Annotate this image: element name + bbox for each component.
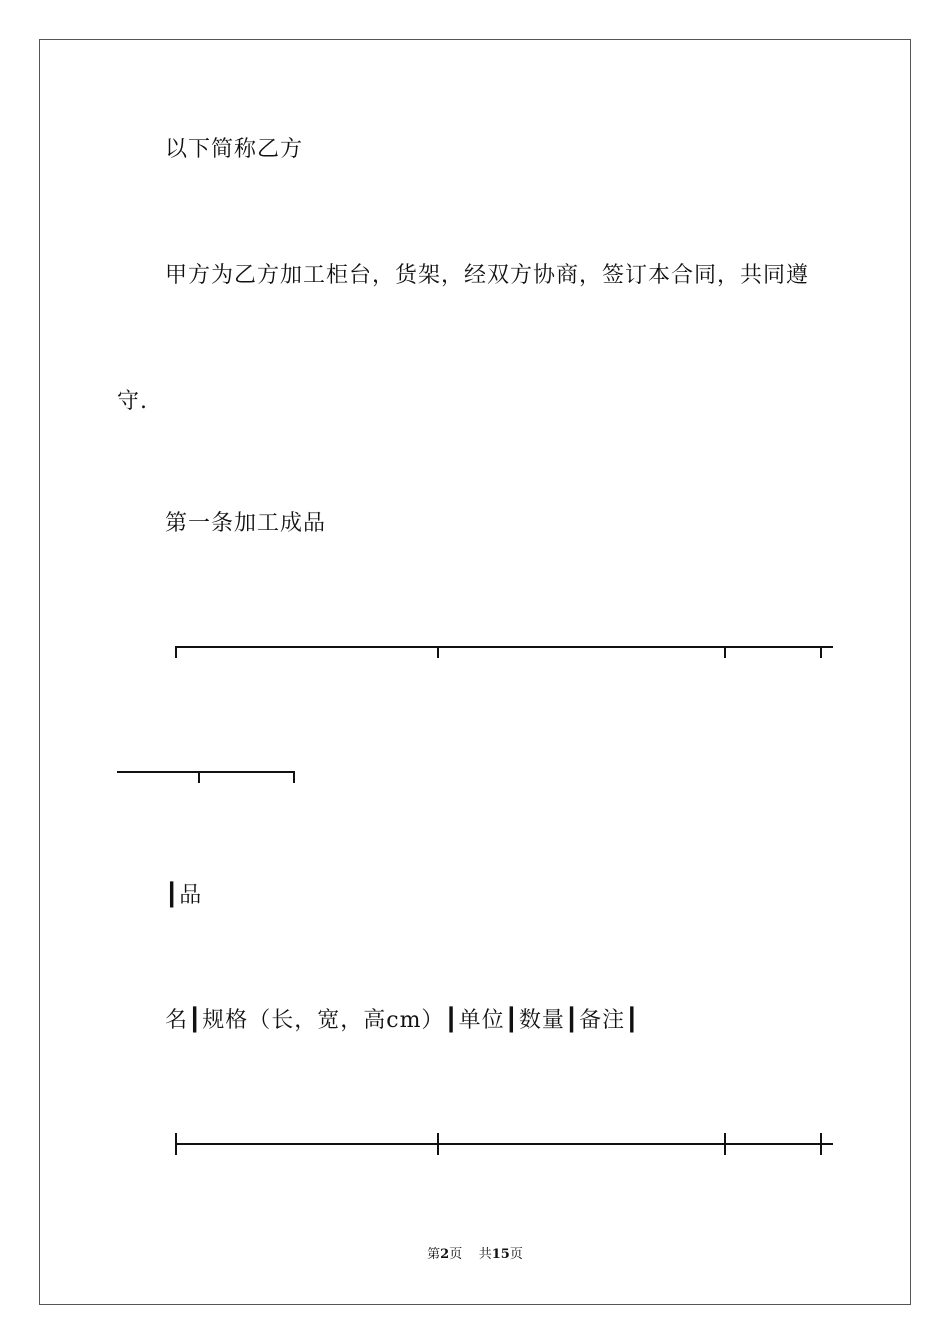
article-1-heading: 第一条加工成品 <box>165 511 327 536</box>
footer-page-unit: 页 <box>449 1247 463 1262</box>
page-border <box>39 39 911 1305</box>
footer-page-number: 2 <box>440 1247 450 1262</box>
footer-total-prefix: 共 <box>478 1247 492 1262</box>
footer-total-unit: 页 <box>509 1247 523 1262</box>
paragraph-party-b: 以下简称乙方 <box>165 137 304 162</box>
table-header-part1: ┃品 <box>165 883 203 908</box>
footer-total-pages: 15 <box>491 1247 510 1262</box>
table-header-row: 名┃规格（长，宽，高cm）┃单位┃数量┃备注┃ <box>165 1008 640 1033</box>
page-footer <box>0 1246 950 1264</box>
paragraph-intro: 甲方为乙方加工柜台，货架，经双方协商，签订本合同，共同遵 <box>165 263 810 288</box>
paragraph-intro-cont: 守. <box>117 389 148 414</box>
footer-prefix: 第 <box>427 1247 441 1262</box>
